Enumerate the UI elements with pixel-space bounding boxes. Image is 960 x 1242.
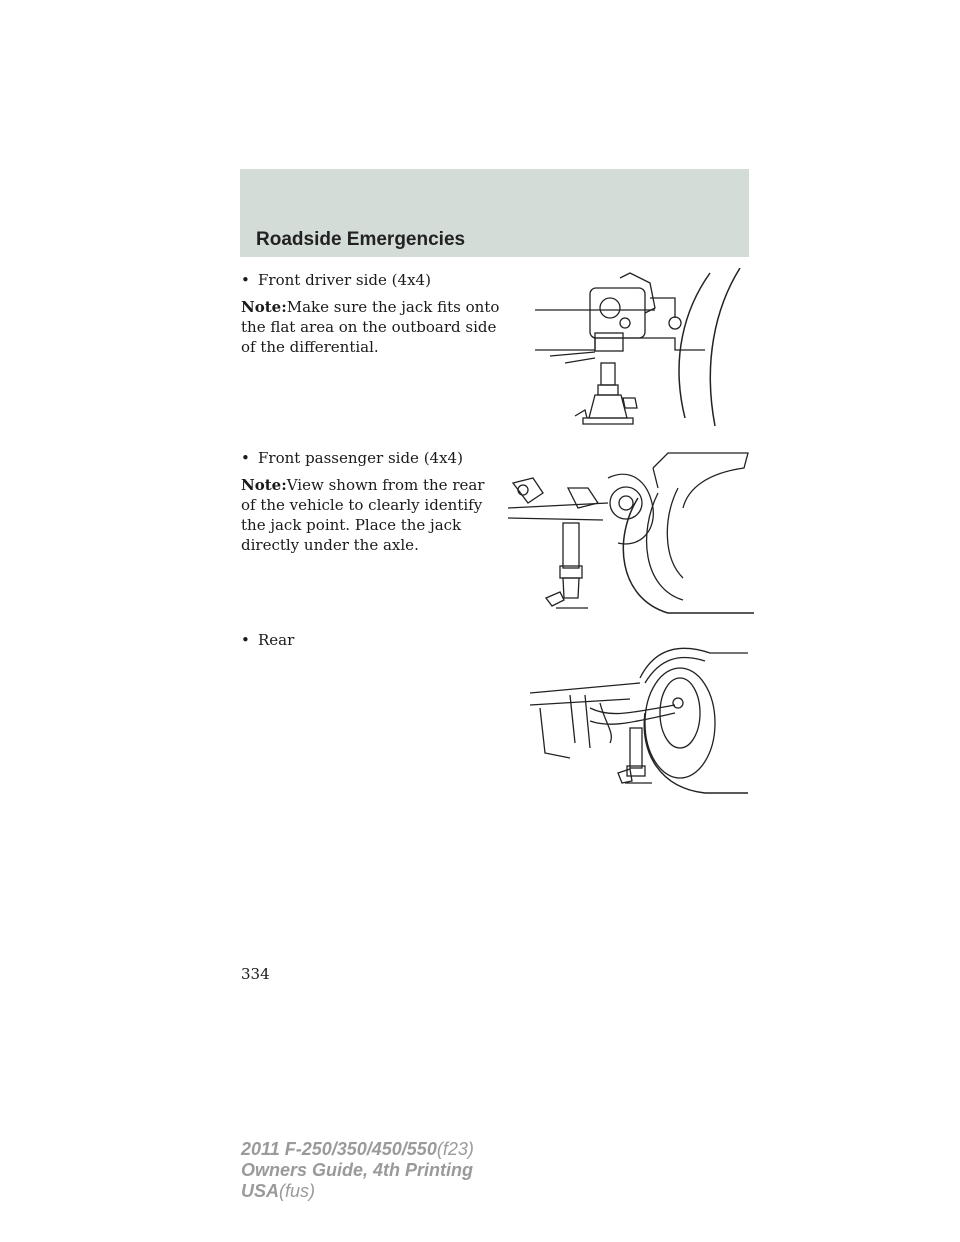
jack-front-passenger-illustration (508, 448, 754, 618)
jack-rear-illustration (530, 633, 748, 803)
note-text: View shown from the rear of the vehicle to clearly identify the jack point. Place the jack directly under the axle. (241, 476, 485, 554)
section-front-passenger (241, 448, 503, 562)
section-header (240, 169, 749, 257)
section-front-driver (241, 270, 503, 364)
section-title: Roadside Emergencies (256, 229, 466, 250)
footer-line: Owners Guide, 4th Printing (241, 1160, 474, 1180)
bullet-dot: • (241, 271, 250, 289)
note (241, 475, 503, 555)
note-label: Note: (241, 476, 287, 494)
bullet-text: Front passenger side (4x4) (258, 449, 463, 467)
bullet-item (241, 270, 503, 290)
footer-line (241, 1139, 474, 1160)
bullet-text: Front driver side (4x4) (258, 271, 431, 289)
footer-market: USA (241, 1181, 280, 1201)
note-text: Make sure the jack fits onto the flat area on the outboard side of the differential. (241, 298, 500, 356)
note (241, 297, 503, 357)
footer-model: 2011 F-250/350/450/550 (241, 1139, 437, 1159)
footer-code: (f23) (436, 1139, 474, 1159)
bullet-dot: • (241, 449, 250, 467)
document-footer (241, 1139, 474, 1202)
page-number: 334 (241, 965, 270, 983)
bullet-text: Rear (258, 631, 295, 649)
section-rear (241, 630, 503, 657)
bullet-item (241, 448, 503, 468)
note-label: Note: (241, 298, 287, 316)
footer-market-code: (fus) (279, 1181, 316, 1201)
bullet-item (241, 630, 503, 650)
footer-line (241, 1181, 474, 1202)
bullet-dot: • (241, 631, 250, 649)
jack-front-driver-illustration (535, 268, 745, 428)
